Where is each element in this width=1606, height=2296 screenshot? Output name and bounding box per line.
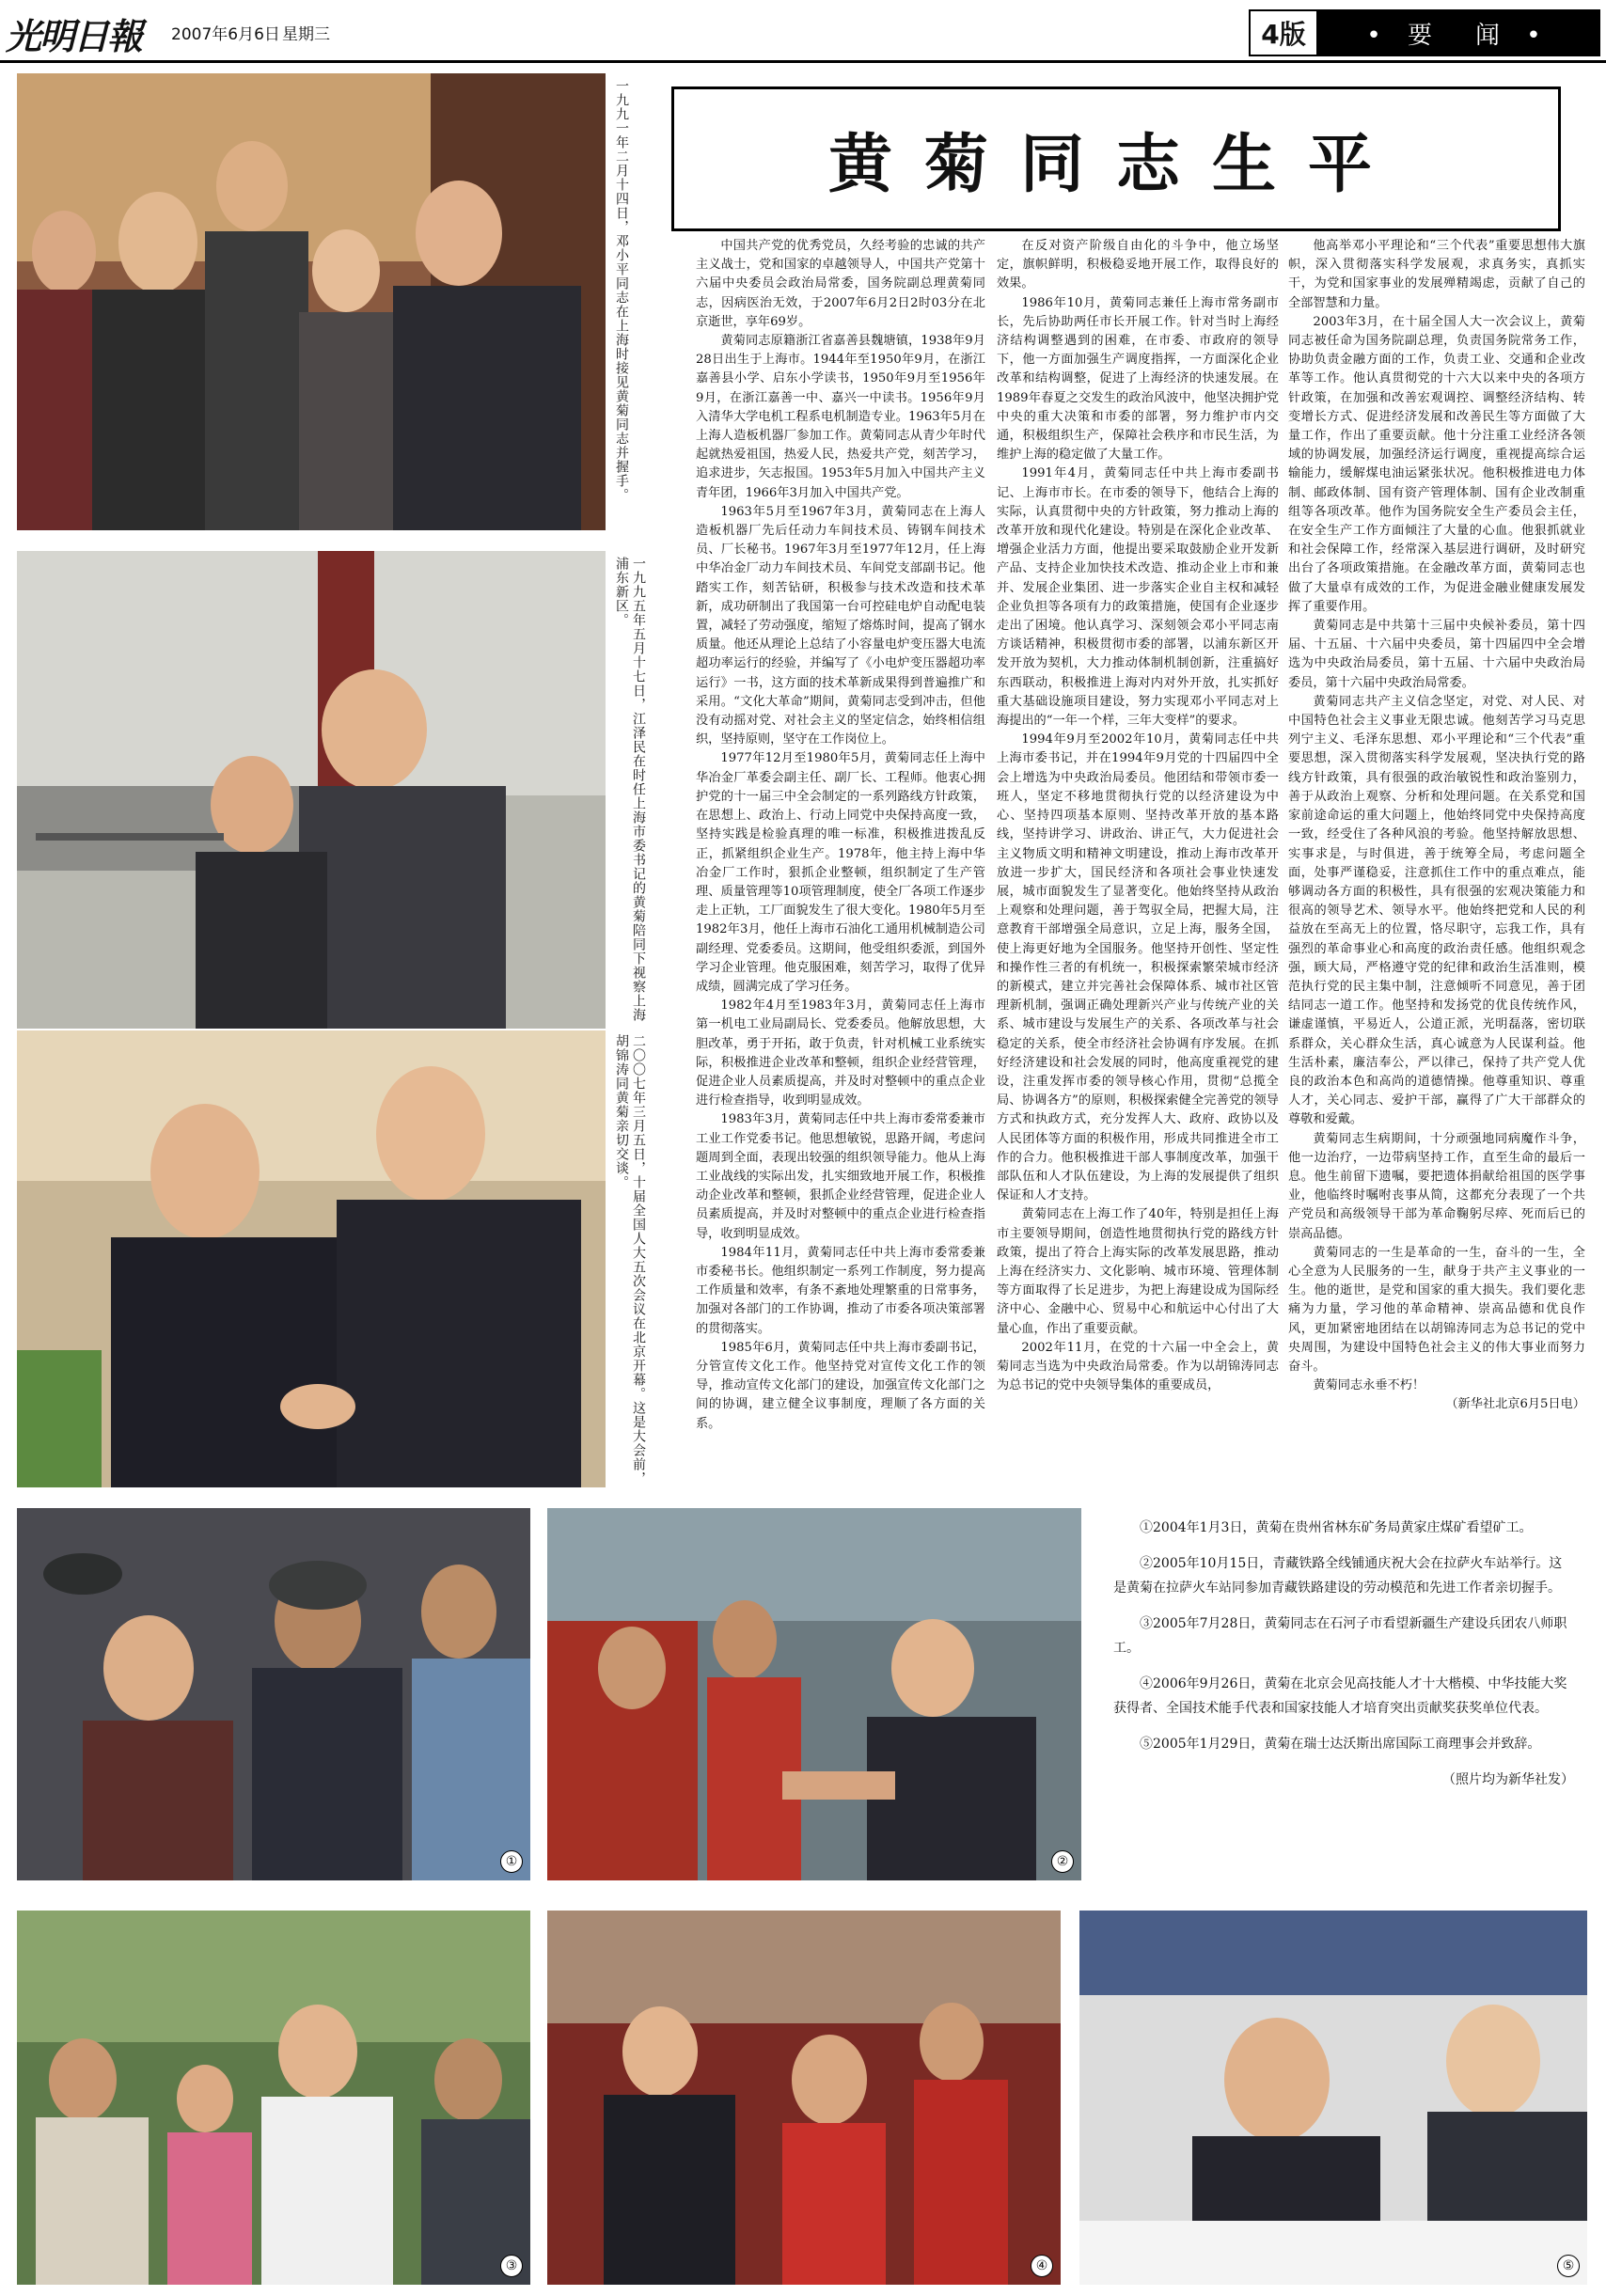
article-paragraph: 1984年11月，黄菊同志任中共上海市委常委兼市委秘书长。他组织制定一系列工作制度，努力提高工作质量和效率，有条不紊地处理繁重的日常事务，加强对各部门的工作协调，推动了市委各项决策部署的贯彻落实。 (696, 1245, 985, 1336)
photo-1-miners-image (17, 1508, 530, 1880)
article-paragraph: 2002年11月，在党的十六届一中全会上，黄菊同志当选为中央政治局常委。作为以胡锦涛同志为总书记的党中央领导集体的重要成员， (997, 1340, 1279, 1393)
photo-hu-handshake-image (17, 1030, 606, 1487)
article-paragraph: 1983年3月，黄菊同志任中共上海市委常委兼市工业工作党委书记。他思想敏锐，思路开阔，考虑问题周到全面，表现出较强的组织领导能力。他从上海工业战线的实际出发，扎实细致地开展工作，积极推动企业改革和整顿，狠抓企业经营管理，促进企业人员素质提高，并及时对整顿中的重点企业进行检查指导，收到明显成效。 (696, 1112, 985, 1241)
photo-3-bingtuan-image (17, 1911, 530, 2285)
article-paragraph: 中国共产党的优秀党员，久经考验的忠诚的共产主义战士，党和国家的卓越领导人，中国共产党第十六届中央委员会政治局常委，国务院副总理黄菊同志，因病医治无效，于2007年6月2日2时03分在北京逝世，享年69岁。 (696, 239, 985, 329)
photo-4-skilled-workers (547, 1911, 1061, 2285)
article-paragraph: 黄菊同志在上海工作了40年，特别是担任上海市主要领导期间，创造性地贯彻执行党的路线方针政策，提出了符合上海实际的改革发展思路，推动上海在经济实力、文化影响、城市环境、管理体制等方面取得了长足进步，为把上海建设成为国际经济中心、金融中心、贸易中心和航运中心付出了大量心血，作出了重要贡献。 (997, 1207, 1279, 1336)
article-paragraph: 2003年3月，在十届全国人大一次会议上，黄菊同志被任命为国务院副总理，负责国务院常务工作，协助负责金融方面的工作，负责工业、交通和企业改革等工作。他认真贯彻党的十六大以来中央的各项方针政策，在加强和改善宏观调控、调整经济结构、转变增长方式、促进经济发展和改善民生等方面做了大量工作，作出了重要贡献。他十分注重工业经济各领域的协调发展，加强经济运行调度，重视提高综合运输能力，缓解煤电油运紧张状况。他积极推进电力体制、邮政体制、国有资产管理体制、国有企业改制重组等各项改革。他作为国务院安全生产委员会主任，在安全生产工作方面倾注了大量的心血。他狠抓就业和社会保障工作，经常深入基层进行调研，及时研究出台了各项政策措施。在金融改革方面，黄菊同志也做了大量卓有成效的工作，为促进金融业健康发展发挥了重要作用。 (1288, 314, 1585, 614)
photo-caption-2: 一九九五年五月十七日，江泽民在时任上海市委书记的黄菊陪同下视察上海浦东新区。 (614, 557, 646, 1022)
article-column-3 (1288, 237, 1585, 1486)
article-paragraph: 黄菊同志永垂不朽！ (1313, 1378, 1425, 1393)
photo-2-railway (547, 1508, 1081, 1880)
page-title: 黄菊同志生平 (827, 127, 1404, 202)
photo-2-railway-image (547, 1508, 1081, 1880)
photo-number-badge: ④ (1031, 2255, 1053, 2277)
photo-number-badge: ① (500, 1850, 523, 1873)
masthead-rule (0, 60, 1606, 63)
headline-box (671, 86, 1561, 231)
article-signoff: （新华社北京6月5日电） (1445, 1397, 1585, 1412)
photo-deng-handshake-image (17, 73, 606, 530)
photo-caption-3: 二〇〇七年三月五日，十届全国人大五次会议在北京开幕。这是大会前，胡锦涛同黄菊亲切交谈。 (614, 1034, 646, 1486)
photo-captions-list (1113, 1516, 1574, 1792)
issue-date: 2007年6月6日 (171, 25, 280, 44)
photo-3-bingtuan (17, 1911, 530, 2285)
article-paragraph: 1985年6月，黄菊同志任中共上海市委副书记，分管宣传文化工作。他坚持党对宣传文化工作的领导，推动宣传文化部门的建设，加强宣传文化部门之间的协调，建立健全议事制度，理顺了各方面的关系。 (696, 1340, 985, 1431)
article-paragraph: 1977年12月至1980年5月，黄菊同志任上海中华冶金厂革委会副主任、副厂长、工程师。他衷心拥护党的十一届三中全会制定的一系列路线方针政策，在思想上、政治上、行动上同党中央保持高度一致，坚持实践是检验真理的唯一标准，积极推进拨乱反正，抓紧组织企业生产。1978年，他主持上海中华冶金厂工作时，狠抓企业整顿，组织制定了生产管理、质量管理等10项管理制度，使全厂各项工作逐步走上正轨，工厂面貌发生了很大变化。1980年5月至1982年3月，他任上海市石油化工通用机械制造公司副经理、党委委员。这期间，他受组织委派，到国外学习企业管理。他克服困难，刻苦学习，取得了优异成绩，圆满完成了学习任务。 (696, 751, 985, 994)
photo-deng-handshake (17, 73, 606, 530)
article-paragraph: 黄菊同志生病期间，十分顽强地同病魔作斗争，他一边治疗，一边带病坚持工作，直至生命的最后一息。他生前留下遗嘱，要把遗体捐献给祖国的医学事业，他临终时嘱咐丧事从简，这都充分表现了一个共产党员和高级领导干部为革命鞠躬尽瘁、死而后已的崇高品德。 (1288, 1131, 1585, 1241)
photo-caption-item: ③2005年7月28日，黄菊同志在石河子市看望新疆生产建设兵团农八师职工。 (1113, 1616, 1567, 1656)
photo-number-badge: ③ (500, 2255, 523, 2277)
photo-credit: （照片均为新华社发） (1442, 1772, 1574, 1787)
photo-number-badge: ② (1051, 1850, 1074, 1873)
photo-caption-item: ②2005年10月15日，青藏铁路全线铺通庆祝大会在拉萨火车站举行。这是黄菊在拉萨火车站同参加青藏铁路建设的劳动模范和先进工作者亲切握手。 (1113, 1556, 1563, 1596)
article-paragraph: 1994年9月至2002年10月，黄菊同志任中共上海市委书记，并在1994年9月党的十四届四中全会上增选为中央政治局委员。他团结和带领市委一班人，坚定不移地贯彻执行党的以经济建设为中心、坚持四项基本原则、坚持改革开放的基本路线，坚持讲学习、讲政治、讲正气，大力促进社会主义物质文明和精神文明建设，推动上海市改革开放进一步扩大，国民经济和各项社会事业快速发展，城市面貌发生了显著变化。他始终坚持从政治上观察和处理问题，善于驾驭全局，把握大局，注意教育干部增强全局意识，立足上海，服务全国，使上海更好地为全国服务。他坚持开创性、坚定性和操作性三者的有机统一，积极探索繁荣城市经济的新模式，建立并完善社会保障体系、城市社区管理新机制，强调正确处理新兴产业与传统产业的关系、城市建设与发展生产的关系、各项改革与社会稳定的关系，使全市经济社会协调有序发展。在抓好经济建设和社会发展的同时，他高度重视党的建设，注重发挥市委的领导核心作用，贯彻“总揽全局、协调各方”的原则，积极探索健全完善党的领导方式和执政方式，充分发挥人大、政府、政协以及人民团体等方面的积极作用，形成共同推进全市工作的合力。他积极推进干部人事制度改革，加强干部队伍和人才队伍建设，为上海的发展提供了组织保证和人才支持。 (997, 732, 1279, 1203)
article-paragraph: 黄菊同志原籍浙江省嘉善县魏塘镇，1938年9月28日出生于上海市。1944年至1950年9月，在浙江嘉善县小学、启东小学读书，1950年9月至1956年9月，在浙江嘉善一中、嘉兴一中读书。1956年9月入清华大学电机工程系电机制造专业。1963年5月在上海人造板机器厂参加工作。黄菊同志从青少年时代起就热爱祖国，热爱人民，热爱共产党，刻苦学习，追求进步，矢志报国。1953年5月加入中国共产主义青年团，1966年3月加入中国共产党。 (696, 334, 985, 500)
article-paragraph: 他高举邓小平理论和“三个代表”重要思想伟大旗帜，深入贯彻落实科学发展观，求真务实，真抓实干，为党和国家事业的发展殚精竭虑，贡献了自己的全部智慧和力量。 (1288, 239, 1585, 310)
photo-5-davos (1079, 1911, 1587, 2285)
photo-pudong-visit (17, 551, 606, 1029)
photo-pudong-visit-image (17, 551, 606, 1029)
article-paragraph: 1991年4月，黄菊同志任中共上海市委副书记、上海市市长。在市委的领导下，他结合上海的实际，认真贯彻中央的方针政策，努力推动上海的改革开放和现代化建设。特别是在深化企业改革、增强企业活力方面，他提出要采取鼓励企业开发新产品、支持企业加快技术改造、推动企业上市和兼并、发展企业集团、进一步落实企业自主权和减轻企业负担等各项有力的政策措施，使国有企业逐步走出了困境。他认真学习、深刻领会邓小平同志南方谈话精神，积极贯彻市委的部署，以浦东新区开发开放为契机，大力推动体制机制创新，注重搞好东西联动，积极推进上海对内对外开放，扎实抓好重大基础设施项目建设，努力实现邓小平同志对上海提出的“一年一个样，三年大变样”的要求。 (997, 466, 1279, 729)
photo-4-skilled-workers-image (547, 1911, 1061, 2285)
photo-number-badge: ⑤ (1557, 2255, 1580, 2277)
article-column-2 (997, 237, 1279, 1486)
article-paragraph: 1986年10月，黄菊同志兼任上海市常务副市长，先后协助两任市长开展工作。针对当时上海经济结构调整遇到的困难，在市委、市政府的领导下，他一方面加强生产调度指挥，一方面深化企业改革和结构调整，促进了上海经济的快速发展。在1989年春夏之交发生的政治风波中，他坚决拥护党中央的重大决策和市委的部署，努力维护市内交通，积极组织生产，保障社会秩序和市民生活，为维护上海的稳定做了大量工作。 (997, 295, 1279, 463)
section-name: • 要 闻 • (1318, 11, 1598, 55)
photo-caption-1: 一九九一年二月十四日，邓小平同志在上海时接见黄菊同志并握手。 (614, 79, 629, 502)
article-paragraph: 黄菊同志共产主义信念坚定，对党、对人民、对中国特色社会主义事业无限忠诚。他刻苦学习马克思列宁主义、毛泽东思想、邓小平理论和“三个代表”重要思想，深入贯彻落实科学发展观，坚决执行党的路线方针政策，具有很强的政治敏锐性和政治鉴别力，善于从政治上观察、分析和处理问题。在关系党和国家前途命运的重大问题上，他始终同党中央保持高度一致，经受住了各种风浪的考验。他坚持解放思想、实事求是，与时俱进，善于统筹全局，考虑问题全面，处事严谨稳妥，注意抓住工作中的重点难点，能够调动各方面的积极性，具有很强的宏观决策能力和很高的领导艺术、领导水平。他始终把党和人民的利益放在至高无上的位置，恪尽职守，忘我工作，具有强烈的革命事业心和高度的政治责任感。他组织观念强，顾大局，严格遵守党的纪律和政治生活准则，模范执行党的民主集中制，注意倾听不同意见，善于团结同志一道工作。他坚持和发扬党的优良传统作风，谦虚谨慎，平易近人，公道正派，光明磊落，密切联系群众，关心群众生活，真心诚意为人民谋利益。他生活朴素，廉洁奉公，严以律己，保持了共产党人优良的政治本色和高尚的道德情操。他尊重知识、尊重人才，关心同志、爱护干部，赢得了广大干部群众的尊敬和爱戴。 (1288, 694, 1585, 1127)
photo-5-davos-image (1079, 1911, 1587, 2285)
article-paragraph: 在反对资产阶级自由化的斗争中，他立场坚定，旗帜鲜明，积极稳妥地开展工作，取得良好的效果。 (997, 239, 1279, 291)
photo-caption-item: ⑤2005年1月29日，黄菊在瑞士达沃斯出席国际工商理事会并致辞。 (1140, 1737, 1541, 1752)
photo-hu-handshake (17, 1030, 606, 1487)
article-paragraph: 黄菊同志是中共第十三届中央候补委员，第十四届、十五届、十六届中央委员，第十四届四中全会增选为中央政治局委员，第十五届、十六届中央政治局委员，第十六届中央政治局常委。 (1288, 619, 1585, 690)
article-paragraph: 黄菊同志的一生是革命的一生，奋斗的一生，全心全意为人民服务的一生，献身于共产主义事业的一生。他的逝世，是党和国家的重大损失。我们要化悲痛为力量，学习他的革命精神、崇高品德和优良作风，更加紧密地团结在以胡锦涛同志为总书记的党中央周围，为建设中国特色社会主义的伟大事业而努力奋斗。 (1288, 1245, 1585, 1374)
page-number: 4版 (1251, 11, 1318, 55)
newspaper-logo: 光明日報 (6, 15, 142, 57)
article-paragraph: 1963年5月至1967年3月，黄菊同志在上海人造板机器厂先后任动力车间技术员、铸钢车间技术员、厂长秘书。1967年3月至1977年12月，任上海中华冶金厂动力车间技术员、车间党支部副书记。他踏实工作，刻苦钻研，积极参与技术改造和技术革新，成功研制出了我国第一台可控硅电炉自动配电装置，减轻了劳动强度，缩短了熔炼时间，提高了钢水质量。他还从理论上总结了小容量电炉变压器大电流超功率运行的经验，并编写了《小电炉变压器超功率运行》一书，这方面的技术革新成果得到普遍推广和采用。“文化大革命”期间，黄菊同志受到冲击，但他没有动摇对党、对社会主义的坚定信念，始终相信组织，坚持原则，坚守在工作岗位上。 (696, 504, 985, 747)
photo-caption-item: ④2006年9月26日，黄菊在北京会见高技能人才十大楷模、中华技能大奖获得者、全国技术能手代表和国家技能人才培育突出贡献奖获奖单位代表。 (1113, 1676, 1567, 1716)
photo-1-miners (17, 1508, 530, 1880)
page-section-box (1249, 9, 1600, 56)
photo-caption-item: ①2004年1月3日，黄菊在贵州省林东矿务局黄家庄煤矿看望矿工。 (1140, 1520, 1533, 1535)
article-paragraph: 1982年4月至1983年3月，黄菊同志任上海市第一机电工业局副局长、党委委员。他解放思想，大胆改革，勇于开拓，敢于负责，针对机械工业系统实际，积极推进企业改革和整顿，组织企业经营管理，促进企业人员素质提高，并及时对整顿中的重点企业进行检查指导，收到明显成效。 (696, 999, 985, 1109)
issue-weekday: 星期三 (282, 25, 330, 44)
article-column-1 (696, 237, 985, 1486)
